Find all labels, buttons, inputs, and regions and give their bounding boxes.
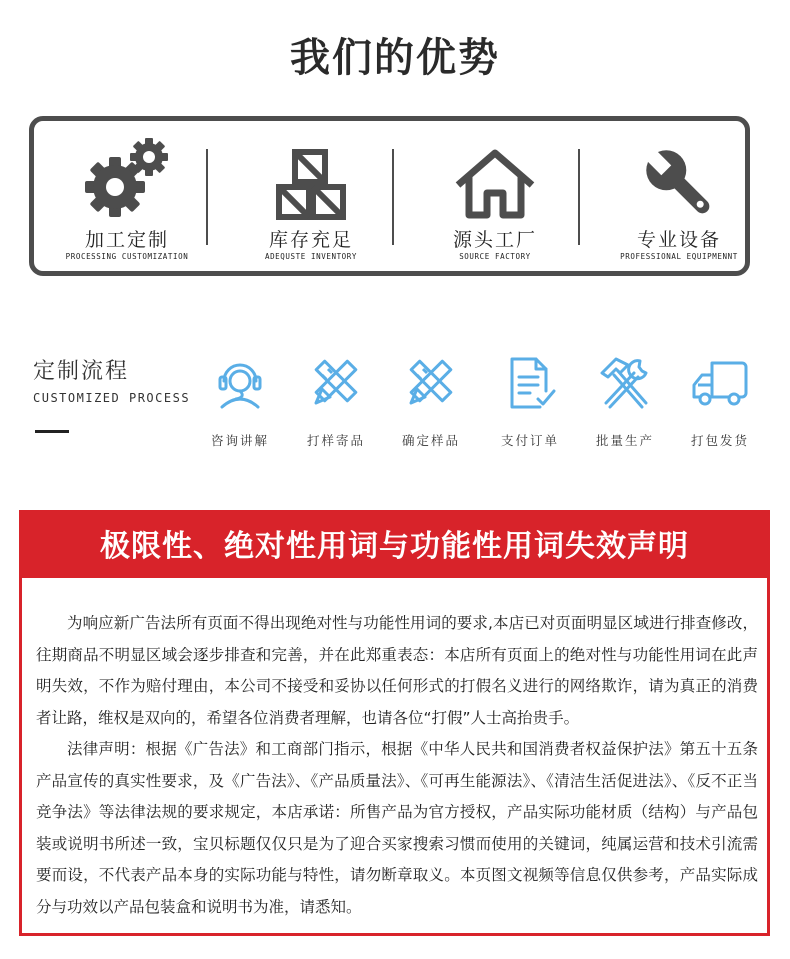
pencil-ruler-icon [308,355,364,411]
process-step-consult [200,355,280,448]
process-step-label: 打样寄品 [306,433,365,448]
process-step-confirm [391,355,471,448]
divider [206,149,208,245]
advantage-sublabel: SOURCE FACTORY [459,252,531,261]
advantage-item-factory [410,121,580,271]
advantage-item-equipment [594,121,764,271]
hammer-wrench-icon [596,355,654,411]
advantage-sublabel: PROCESSING CUSTOMIZATION [65,252,189,261]
house-icon [453,147,537,221]
declaration-title: 极限性、绝对性用词与功能性用词失效声明 [22,513,767,578]
process-step-label: 批量生产 [595,433,654,448]
process-step-label: 打包发货 [690,433,749,448]
advantage-sublabel: ADEQUSTE INVENTORY [264,252,358,261]
process-step-label: 支付订单 [500,433,559,448]
gears-icon [81,137,173,221]
pencil-ruler-icon [403,355,459,411]
divider [578,149,580,245]
advantages-panel [29,116,750,276]
advantage-sublabel: PROFESSIONAL EQUIPMENNT [620,252,738,261]
process-step-payment [490,355,570,448]
declaration-panel [19,510,770,936]
wrench-icon [639,143,719,223]
process-underline [35,430,69,433]
declaration-paragraph: 法律声明：根据《广告法》和工商部门指示，根据《中华人民共和国消费者权益保护法》第五十五条产品宣传的真实性要求，及《广告法》、《产品质量法》、《可再生能源法》、《清洁生活促进法》、《反不正当竞争法》等法律法规的要求规定，本店承诺：所售产品为官方授权，产品实际功能材质（结构）与产品包装或说明书所述一致，宝贝标题仅仅只是为了迎合买家搜索习惯而使用的关键词，纯属运营和技术引流需要而设，不代表产品本身的实际功能与特性，请勿断章取义。本页图文视频等信息仅供参考，产品实际成分与功效以产品包装盒和说明书为准，请悉知。 [36,740,758,916]
process-subtitle: CUSTOMIZED PROCESS [33,391,191,405]
advantage-item-customization [42,121,212,271]
advantage-label: 源头工厂 [452,229,537,251]
advantage-item-inventory [226,121,396,271]
advantage-label: 加工定制 [84,229,169,251]
document-check-icon [502,355,558,411]
declaration-body [36,608,758,923]
process-step-sample [296,355,376,448]
divider [392,149,394,245]
process-step-label: 确定样品 [401,433,460,448]
declaration-paragraph: 为响应新广告法所有页面不得出现绝对性与功能性用词的要求,本店已对页面明显区域进行排查修改，往期商品不明显区域会逐步排查和完善，并在此郑重表态：本店所有页面上的绝对性与功能性用词在此声明失效，不作为赔付理由，本公司不接受和妥协以任何形式的打假名义进行的网络欺诈，请为真正的消费者让路，维权是双向的，希望各位消费者理解，也请各位“打假”人士高抬贵手。 [36,614,758,727]
advantage-label: 专业设备 [636,229,721,251]
delivery-truck-icon [690,355,750,411]
process-step-production [585,355,665,448]
advantages-title: 我们的优势 [290,34,500,81]
process-title: 定制流程 [33,359,130,384]
process-step-label: 咨询讲解 [210,433,269,448]
advantage-label: 库存充足 [268,229,353,251]
process-step-shipping [680,355,760,448]
customer-service-icon [212,355,268,411]
boxes-icon [273,147,349,223]
